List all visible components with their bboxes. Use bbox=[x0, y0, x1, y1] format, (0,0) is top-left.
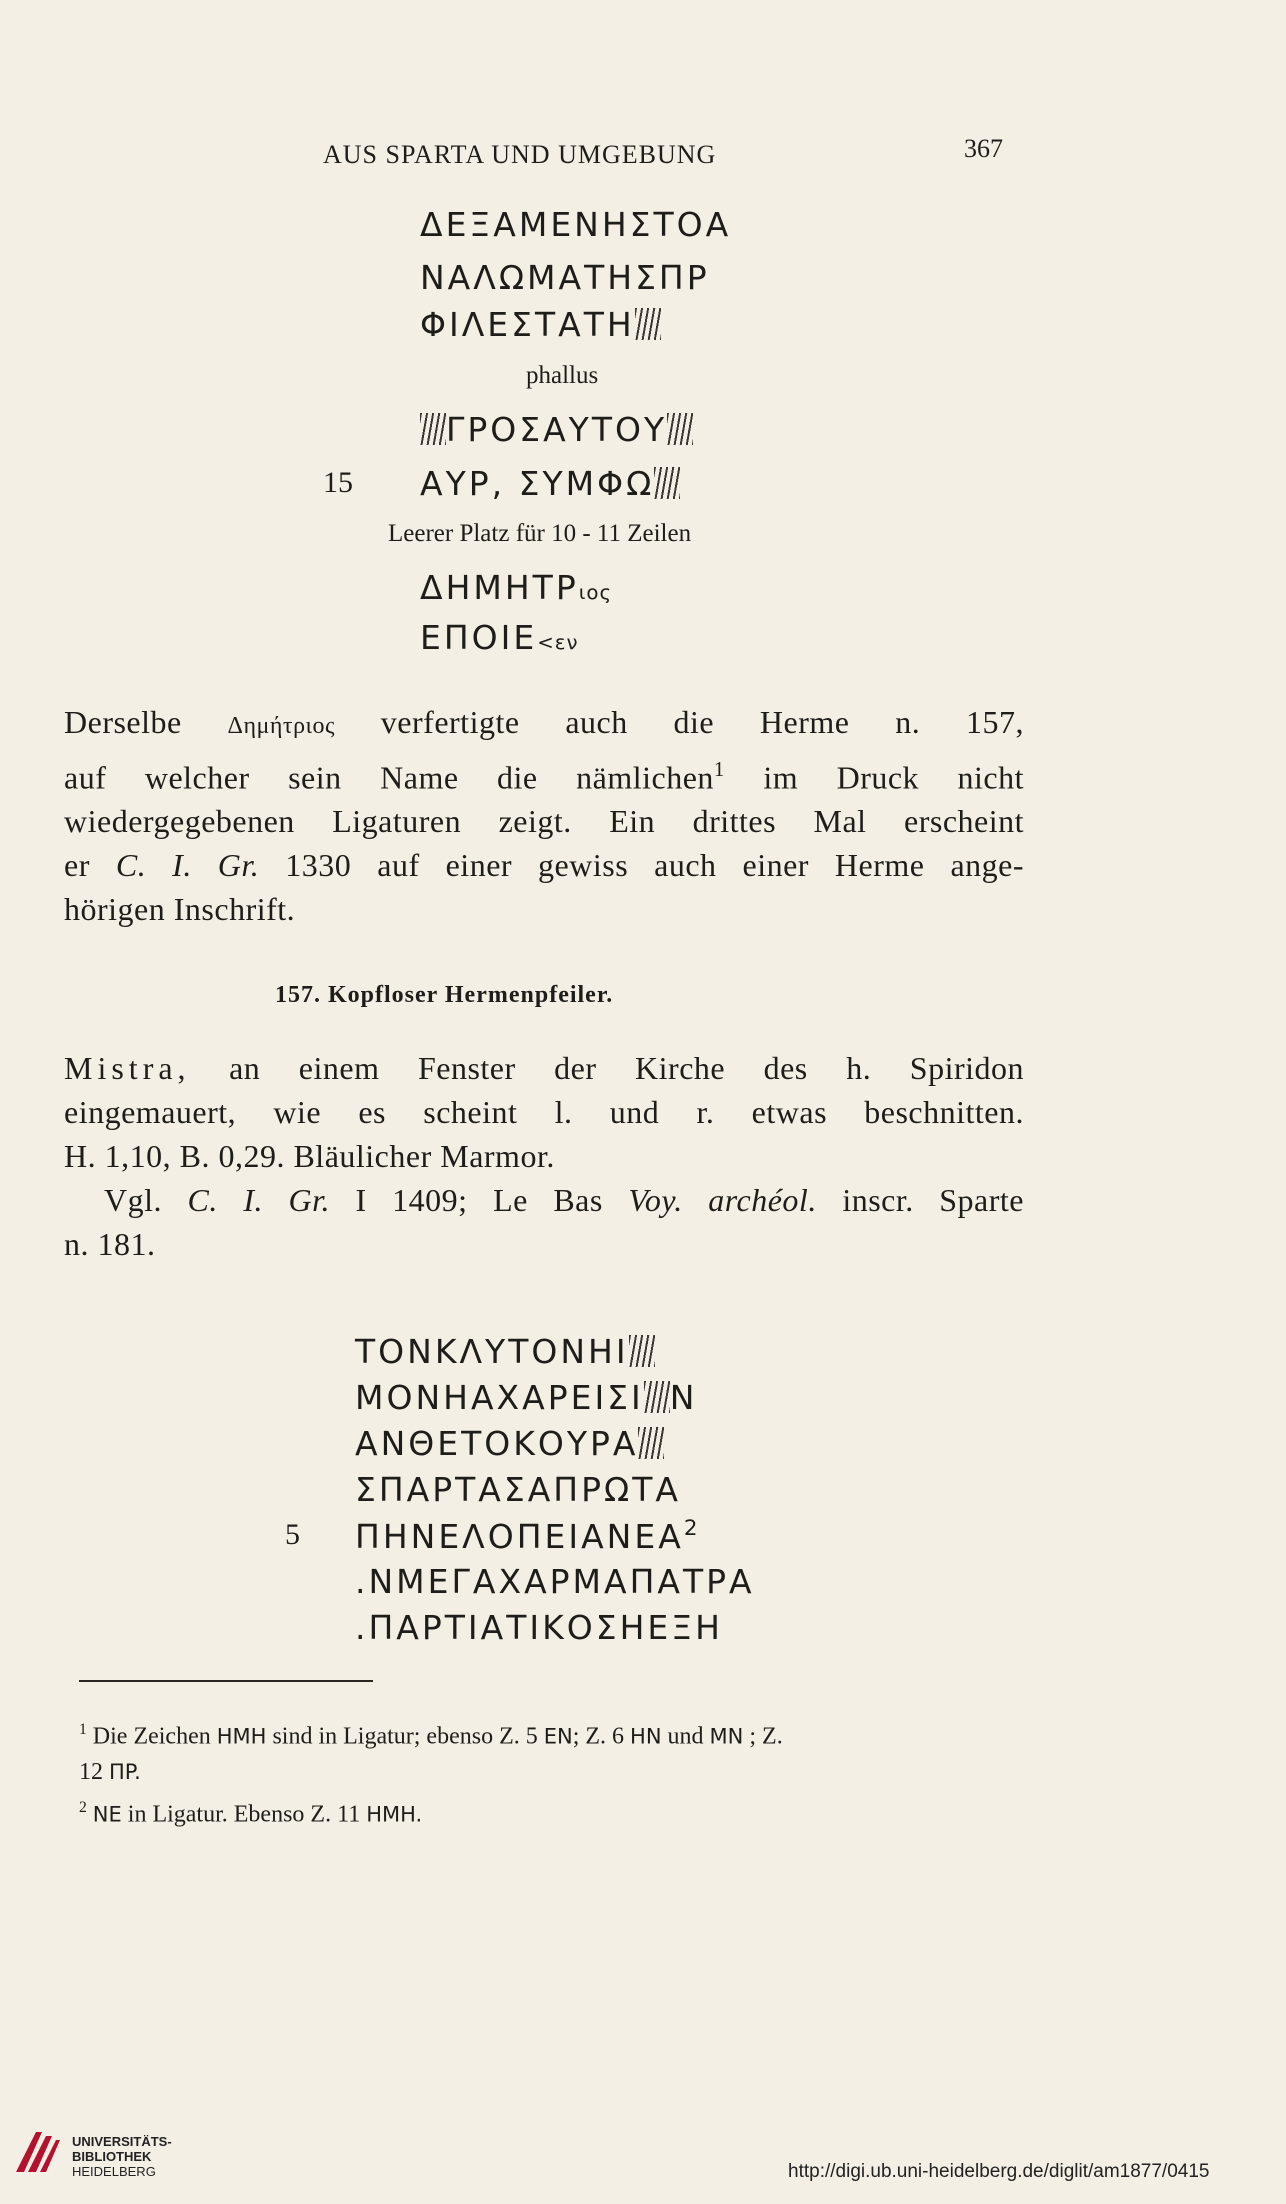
footnote-1-line1 bbox=[79, 1712, 1039, 1754]
page-number: 367 bbox=[964, 134, 1003, 163]
logo-line1: UNIVERSITÄTS- bbox=[72, 2134, 172, 2149]
text: auf welcher sein Name die nämlichen bbox=[64, 759, 714, 796]
text: an einem Fenster der Kirche des h. Spiridon bbox=[229, 1050, 1025, 1086]
inscription1-line7-small: <εν bbox=[537, 631, 579, 654]
text: I 1409; Le Bas bbox=[355, 1182, 603, 1218]
inscription1-line7-caps: ΕΠΟΙΕ bbox=[420, 618, 538, 657]
ligature: HN bbox=[630, 1724, 662, 1749]
citation: Voy. archéol. bbox=[628, 1182, 817, 1218]
ligature: NE bbox=[92, 1802, 122, 1827]
footnote-ref-2: 2 bbox=[683, 1516, 698, 1541]
inscription2-line5 bbox=[355, 1516, 697, 1556]
footnote-ref-1: 1 bbox=[713, 758, 725, 781]
inscription2-line-number: 5 bbox=[285, 1518, 300, 1551]
paragraph-1-line1 bbox=[64, 700, 1024, 748]
text: sind in Ligatur; ebenso Z. 5 bbox=[272, 1723, 538, 1750]
text: ; Z. bbox=[749, 1723, 783, 1750]
note-empty-space: Leerer Platz für 10 - 11 Zeilen bbox=[388, 520, 692, 547]
lacuna-mark bbox=[638, 1427, 664, 1459]
text: 12 bbox=[79, 1759, 103, 1786]
inscription2-line3-text: ΑΝΘΕΤΟΚΟΥΡΑ bbox=[355, 1424, 639, 1463]
lacuna-mark bbox=[420, 413, 446, 445]
place-name: Mistra, bbox=[64, 1050, 191, 1086]
ligature: EN bbox=[543, 1724, 573, 1749]
inscription1-line3 bbox=[420, 305, 661, 344]
paragraph-2-line1 bbox=[64, 1046, 1024, 1090]
text: Vgl. bbox=[104, 1182, 162, 1218]
paragraph-2 bbox=[64, 1046, 1024, 1266]
inscription1-line7 bbox=[420, 618, 579, 657]
inscription2-line2-text: ΜΟΝΗΑΧΑΡΕΙΣΙ bbox=[355, 1378, 644, 1417]
logo-line2: BIBLIOTHEK bbox=[72, 2149, 152, 2164]
lacuna-mark bbox=[667, 413, 693, 445]
citation: C. I. Gr. bbox=[115, 847, 260, 884]
inscription1-line3-text: ΦΙΛΕΣΤΑΤΗ bbox=[420, 305, 635, 344]
inscription1-line4-text: ΓΡΟΣΑΥΤΟΥ bbox=[446, 410, 668, 449]
inscription2-line2-end: Ν bbox=[669, 1378, 698, 1417]
footnote-1-line2 bbox=[79, 1754, 1039, 1790]
inscription2-line7: .ΠΑΡΤΙΑΤΙΚΟΣΗΕΞΗ bbox=[355, 1608, 723, 1647]
text: im Druck nicht bbox=[763, 759, 1025, 796]
citation: C. I. Gr. bbox=[187, 1182, 331, 1218]
footnote-2-mark: 2 bbox=[79, 1799, 87, 1817]
library-logo-text bbox=[72, 2134, 172, 2179]
footnote-rule bbox=[79, 1680, 373, 1682]
paragraph-1-line2 bbox=[64, 748, 1024, 799]
paragraph-2-line2: eingemauert, wie es scheint l. und r. etwas beschnitten. bbox=[64, 1094, 1024, 1130]
text: 1330 auf einer gewiss auch einer Herme ange- bbox=[285, 847, 1025, 884]
note-phallus: phallus bbox=[526, 362, 599, 389]
paragraph-1-line3: wiedergegebenen Ligaturen zeigt. Ein drittes Mal erscheint bbox=[64, 803, 1024, 840]
text: und bbox=[667, 1723, 704, 1750]
section-heading: 157. Kopfloser Hermenpfeiler. bbox=[275, 982, 614, 1008]
footnote-1 bbox=[79, 1712, 1039, 1833]
inscription2-line6: .ΝΜΕΓΑΧΑΡΜΑΠΑΤΡΑ bbox=[355, 1562, 755, 1601]
paragraph-1-line5: hörigen Inschrift. bbox=[64, 891, 296, 928]
ligature: ΠP. bbox=[109, 1760, 141, 1785]
lacuna-mark bbox=[629, 1335, 655, 1367]
ligature: HMH. bbox=[366, 1802, 423, 1827]
inscription1-line2: ΝΑΛΩΜΑΤΗΣΠΡ bbox=[420, 258, 710, 297]
text: ; Z. 6 bbox=[572, 1723, 625, 1750]
inscription2-line2 bbox=[355, 1378, 697, 1417]
inscription1-line4 bbox=[420, 410, 693, 449]
source-url[interactable]: http://digi.ub.uni-heidelberg.de/diglit/am1877/0415 bbox=[788, 2161, 1210, 2182]
footnote-1-mark: 1 bbox=[79, 1721, 87, 1738]
text: in Ligatur. Ebenso Z. 11 bbox=[127, 1801, 361, 1828]
ligature: HMH bbox=[216, 1724, 267, 1749]
lacuna-mark bbox=[644, 1381, 670, 1413]
inscription2-line1 bbox=[355, 1332, 655, 1371]
running-title: AUS SPARTA UND UMGEBUNG bbox=[323, 140, 717, 169]
text: Die Zeichen bbox=[92, 1723, 211, 1750]
inscription1-line1: ΔΕΞΑΜΕΝΗΣΤΟΑ bbox=[420, 205, 732, 244]
text: inscr. Sparte bbox=[842, 1182, 1024, 1218]
inscription1-line5-text: ΑΥΡ, ΣΥΜΦΩ bbox=[420, 464, 655, 503]
paragraph-2-line5: n. 181. bbox=[64, 1226, 156, 1262]
paragraph-2-line4 bbox=[64, 1178, 1024, 1222]
text: verfertigte auch die Herme n. 157, bbox=[380, 704, 1025, 740]
paragraph-1 bbox=[64, 700, 1024, 931]
inscription1-line6-caps: ΔΗΜΗΤΡ bbox=[420, 568, 579, 607]
inscription1-line5 bbox=[420, 464, 680, 503]
inscription2-line3 bbox=[355, 1424, 664, 1463]
greek-name: Δημήτριος bbox=[227, 713, 335, 739]
paragraph-1-line4 bbox=[64, 843, 1024, 887]
inscription2-line5-text: ΠΗΝΕΛΟΠΕΙΑΝΕΑ bbox=[355, 1516, 684, 1556]
inscription2-line4: ΣΠΑΡΤΑΣΑΠΡΩΤΑ bbox=[355, 1470, 681, 1509]
lacuna-mark bbox=[635, 308, 661, 340]
inscription2-line1-text: ΤΟΝΚΛΥΤΟΝΗΙ bbox=[355, 1332, 629, 1371]
inscription1-line6-small: ιος bbox=[578, 581, 613, 604]
inscription1-line6 bbox=[420, 568, 612, 607]
inscription1-line-number: 15 bbox=[323, 466, 353, 499]
university-library-logo-icon bbox=[12, 2128, 64, 2180]
text: er bbox=[64, 847, 90, 884]
text: Derselbe bbox=[64, 704, 182, 740]
ligature: MN bbox=[709, 1724, 744, 1749]
lacuna-mark bbox=[654, 467, 680, 499]
footnote-2 bbox=[79, 1790, 1039, 1832]
logo-line3: HEIDELBERG bbox=[72, 2164, 156, 2179]
paragraph-2-line3: H. 1,10, B. 0,29. Bläulicher Marmor. bbox=[64, 1138, 555, 1174]
logo-mark bbox=[12, 2128, 64, 2180]
